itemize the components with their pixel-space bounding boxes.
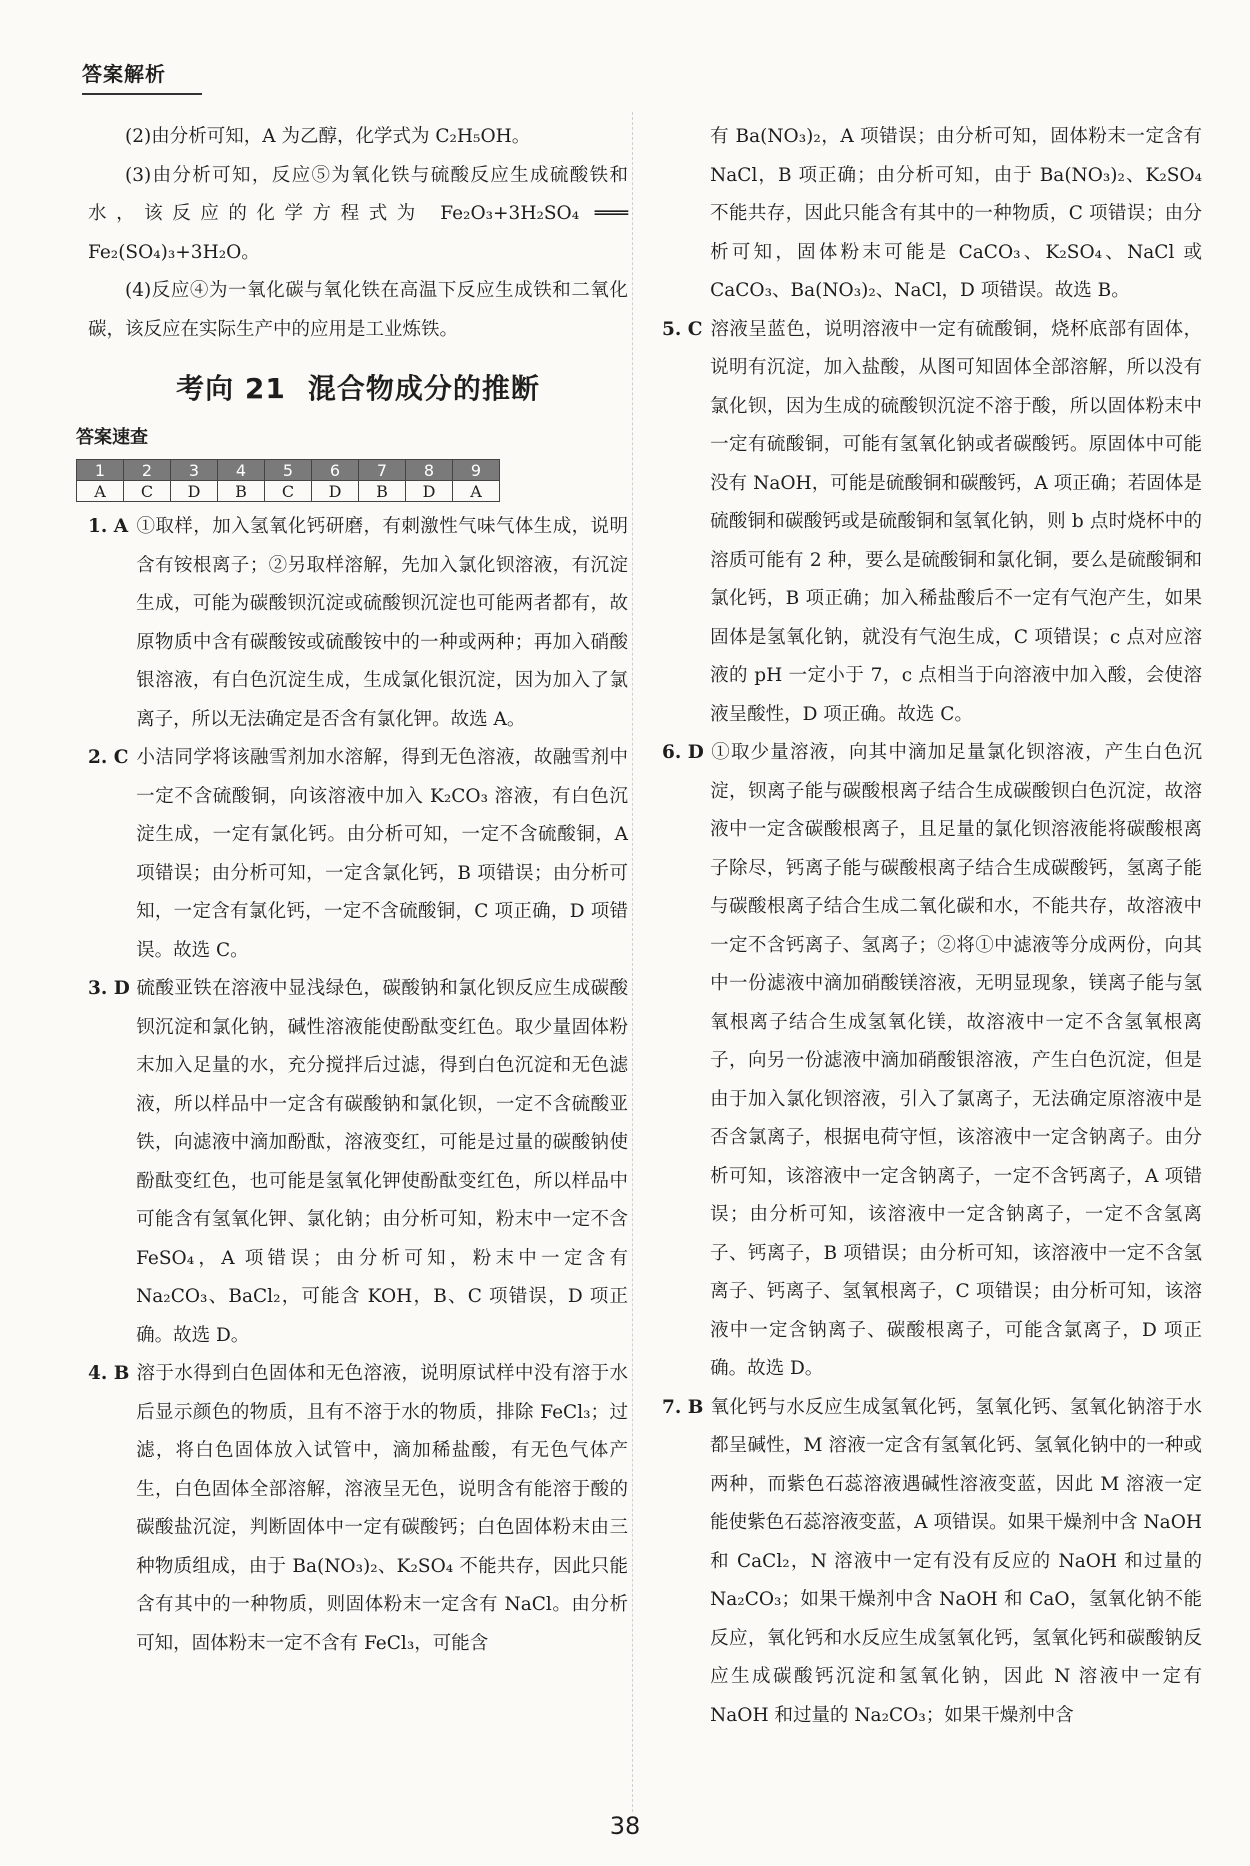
section-name: 混合物成分的推断	[307, 372, 540, 405]
answer-lead: 1. A	[88, 516, 129, 537]
answer-text: 溶于水得到白色固体和无色溶液，说明原试样中没有溶于水后显示颜色的物质，且有不溶于水的物质，排除 FeCl₃；过滤，将白色固体放入试管中，滴加稀盐酸，有无色气体产生，白色固体全部溶解，溶液呈无色，说明含有能溶于酸的碳酸盐沉淀，判断固体中一定有碳酸钙；白色固体粉末由三种物质组成，由于 Ba(NO₃)₂、K₂SO₄ 不能共存，因此只能含有其中的一种物质，则固体粉末一定含有 NaCl。由分析可知，固体粉末一定不含有 FeCl₃，可能含	[136, 1363, 628, 1654]
intro-paragraph: (2)由分析可知，A 为乙醇，化学式为 C₂H₅OH。	[125, 126, 531, 147]
answer-key-answer: B	[359, 481, 406, 502]
answer-key-table	[76, 459, 500, 502]
answer-lead: 2. C	[88, 747, 129, 768]
answer-key-answer: D	[406, 481, 453, 502]
answer-key-number: 4	[218, 460, 265, 481]
intro-paragraph: (4)反应④为一氧化碳与氧化铁在高温下反应生成铁和二氧化碳，该反应在实际生产中的应用是工业炼铁。	[88, 280, 628, 340]
column-divider	[632, 112, 633, 1812]
answer-key-number: 3	[171, 460, 218, 481]
answer-text: ①取样，加入氢氧化钙研磨，有刺激性气味气体生成，说明含有铵根离子；②另取样溶解，先加入氯化钡溶液，有沉淀生成，可能为碳酸钡沉淀或硫酸钡沉淀也可能两者都有，故原物质中含有碳酸铵或硫酸铵中的一种或两种；再加入硝酸银溶液，有白色沉淀生成，生成氯化银沉淀，因为加入了氯离子，所以无法确定是否含有氯化钾。故选 A。	[136, 516, 628, 730]
answer-text: 有 Ba(NO₃)₂，A 项错误；由分析可知，固体粉末一定含有 NaCl，B 项正确；由分析可知，由于 Ba(NO₃)₂、K₂SO₄ 不能共存，因此只能含有其中的一种物质，C 项错误；由分析可知，固体粉末可能是 CaCO₃、K₂SO₄、NaCl 或 CaCO₃、Ba(NO₃)₂、NaCl，D 项错误。故选 B。	[710, 126, 1202, 301]
header-title: 答案解析	[82, 58, 202, 95]
answer-lead: 7. B	[662, 1396, 704, 1418]
answer-key-number: 2	[124, 460, 171, 481]
answer-lead: 5. C	[662, 318, 703, 340]
answer-item	[88, 508, 628, 739]
answer-key-number: 6	[312, 460, 359, 481]
answer-text: 硫酸亚铁在溶液中显浅绿色，碳酸钠和氯化钡反应生成碳酸钡沉淀和氯化钠，碱性溶液能使酚酞变红色。取少量固体粉末加入足量的水，充分搅拌后过滤，得到白色沉淀和无色滤液，所以样品中一定含有碳酸钠和氯化钡，一定不含硫酸亚铁，向滤液中滴加酚酞，溶液变红，可能是过量的碳酸钠使酚酞变红色，也可能是氢氧化钾使酚酞变红色，所以样品中可能含有氢氧化钾、氯化钠；由分析可知，粉末中一定不含 FeSO₄，A 项错误；由分析可知，粉末中一定含有 Na₂CO₃、BaCl₂，可能含 KOH，B、C 项错误，D 项正确。故选 D。	[136, 978, 628, 1346]
answer-key-number: 8	[406, 460, 453, 481]
answer-key-answer: C	[265, 481, 312, 502]
answer-lead: 4. B	[88, 1363, 130, 1384]
answer-key-numbers	[77, 460, 500, 481]
answer-lead: 6. D	[662, 742, 704, 763]
answer-key-answer: D	[171, 481, 218, 502]
answer-text: 溶液呈蓝色，说明溶液中一定有硫酸铜，烧杯底部有固体，说明有沉淀，加入盐酸，从图可知固体全部溶解，所以没有氯化钡，因为生成的硫酸钡沉淀不溶于酸，所以固体粉末中一定有硫酸铜，可能有氢氧化钠或者碳酸钙。原固体中可能没有 NaOH，可能是硫酸铜和碳酸钙，A 项正确；若固体是硫酸铜和碳酸钙或是硫酸铜和氢氧化钠，则 b 点时烧杯中的溶质可能有 2 种，要么是硫酸铜和氯化铜，要么是硫酸铜和氯化钙，B 项正确；加入稀盐酸后不一定有气泡产生，如果固体是氢氧化钠，就没有气泡生成，C 项错误；c 点对应溶液的 pH 一定小于 7，c 点相当于向溶液中加入酸，会使溶液呈酸性，D 项正确。故选 C。	[710, 318, 1202, 725]
answer-key-number: 9	[453, 460, 500, 481]
answer-item	[662, 734, 1202, 1389]
answer-text: ①取少量溶液，向其中滴加足量氯化钡溶液，产生白色沉淀，钡离子能与碳酸根离子结合生成碳酸钡白色沉淀，故溶液中一定含碳酸根离子，且足量的氯化钡溶液能将碳酸根离子除尽，钙离子能与碳酸根离子结合生成碳酸钙，氢离子能与碳酸根离子结合生成二氧化碳和水，不能共存，故溶液中一定不含钙离子、氢离子；②将①中滤液等分成两份，向其中一份滤液中滴加硝酸镁溶液，无明显现象，镁离子能与氢氧根离子结合生成氢氧化镁，故溶液中一定不含氢氧根离子，向另一份滤液中滴加硝酸银溶液，产生白色沉淀，但是由于加入氯化钡溶液，引入了氯离子，无法确定原溶液中是否含氯离子，根据电荷守恒，该溶液中一定含钠离子。由分析可知，该溶液中一定含钠离子，一定不含钙离子，A 项错误；由分析可知，该溶液中一定含钠离子，一定不含氢离子、钙离子，B 项错误；由分析可知，该溶液中一定不含氢离子、钙离子、氢氧根离子，C 项错误；由分析可知，该溶液中一定含钠离子、碳酸根离子，可能含氯离子，D 项正确。故选 D。	[710, 742, 1202, 1379]
intro-paragraph: (3)由分析可知，反应⑤为氧化铁与硫酸反应生成硫酸铁和水，该反应的化学方程式为 Fe₂O₃+3H₂SO₄ ═══ Fe₂(SO₄)₃+3H₂O。	[88, 164, 628, 263]
answer-key-answer: C	[124, 481, 171, 502]
left-column	[76, 118, 628, 1663]
answer-text: 氧化钙与水反应生成氢氧化钙，氢氧化钙、氢氧化钠溶于水都呈碱性，M 溶液一定含有氢氧化钙、氢氧化钠中的一种或两种，而紫色石蕊溶液遇碱性溶液变蓝，因此 M 溶液一定能使紫色石蕊溶液变蓝，A 项错误。如果干燥剂中含 NaOH 和 CaCl₂，N 溶液中一定有没有反应的 NaOH 和过量的 Na₂CO₃；如果干燥剂中含 NaOH 和 CaO，氢氧化钠不能反应，氧化钙和水反应生成氢氧化钙，氢氧化钙和碳酸钠反应生成碳酸钙沉淀和氢氧化钠，因此 N 溶液中一定有 NaOH 和过量的 Na₂CO₃；如果干燥剂中含	[710, 1396, 1202, 1726]
answer-text: 小洁同学将该融雪剂加水溶解，得到无色溶液，故融雪剂中一定不含硫酸铜，向该溶液中加入 K₂CO₃ 溶液，有白色沉淀生成，一定有氯化钙。由分析可知，一定不含硫酸铜，A 项错误；由分析可知，一定含氯化钙，B 项错误；由分析可知，一定含有氯化钙，一定不含硫酸铜，C 项正确，D 项错误。故选 C。	[136, 747, 628, 961]
answer-key-number: 5	[265, 460, 312, 481]
section-title	[88, 367, 628, 407]
quick-check-label: 答案速查	[76, 427, 148, 448]
answer-item	[88, 1355, 628, 1663]
answer-key-number: 1	[77, 460, 124, 481]
answer-key-answer: A	[77, 481, 124, 502]
right-column	[662, 118, 1202, 1735]
answer-key-number: 7	[359, 460, 406, 481]
answer-key-answers	[77, 481, 500, 502]
answer-item	[88, 739, 628, 970]
answer-lead: 3. D	[88, 978, 130, 999]
answer-item	[662, 1389, 1202, 1736]
page-number: 38	[609, 1812, 641, 1840]
section-number: 考向 21	[176, 372, 286, 405]
answer-key-answer: D	[312, 481, 359, 502]
answer-key-answer: A	[453, 481, 500, 502]
answer-continuation	[662, 118, 1202, 311]
answer-item	[662, 311, 1202, 735]
answer-key-answer: B	[218, 481, 265, 502]
answer-item	[88, 970, 628, 1355]
